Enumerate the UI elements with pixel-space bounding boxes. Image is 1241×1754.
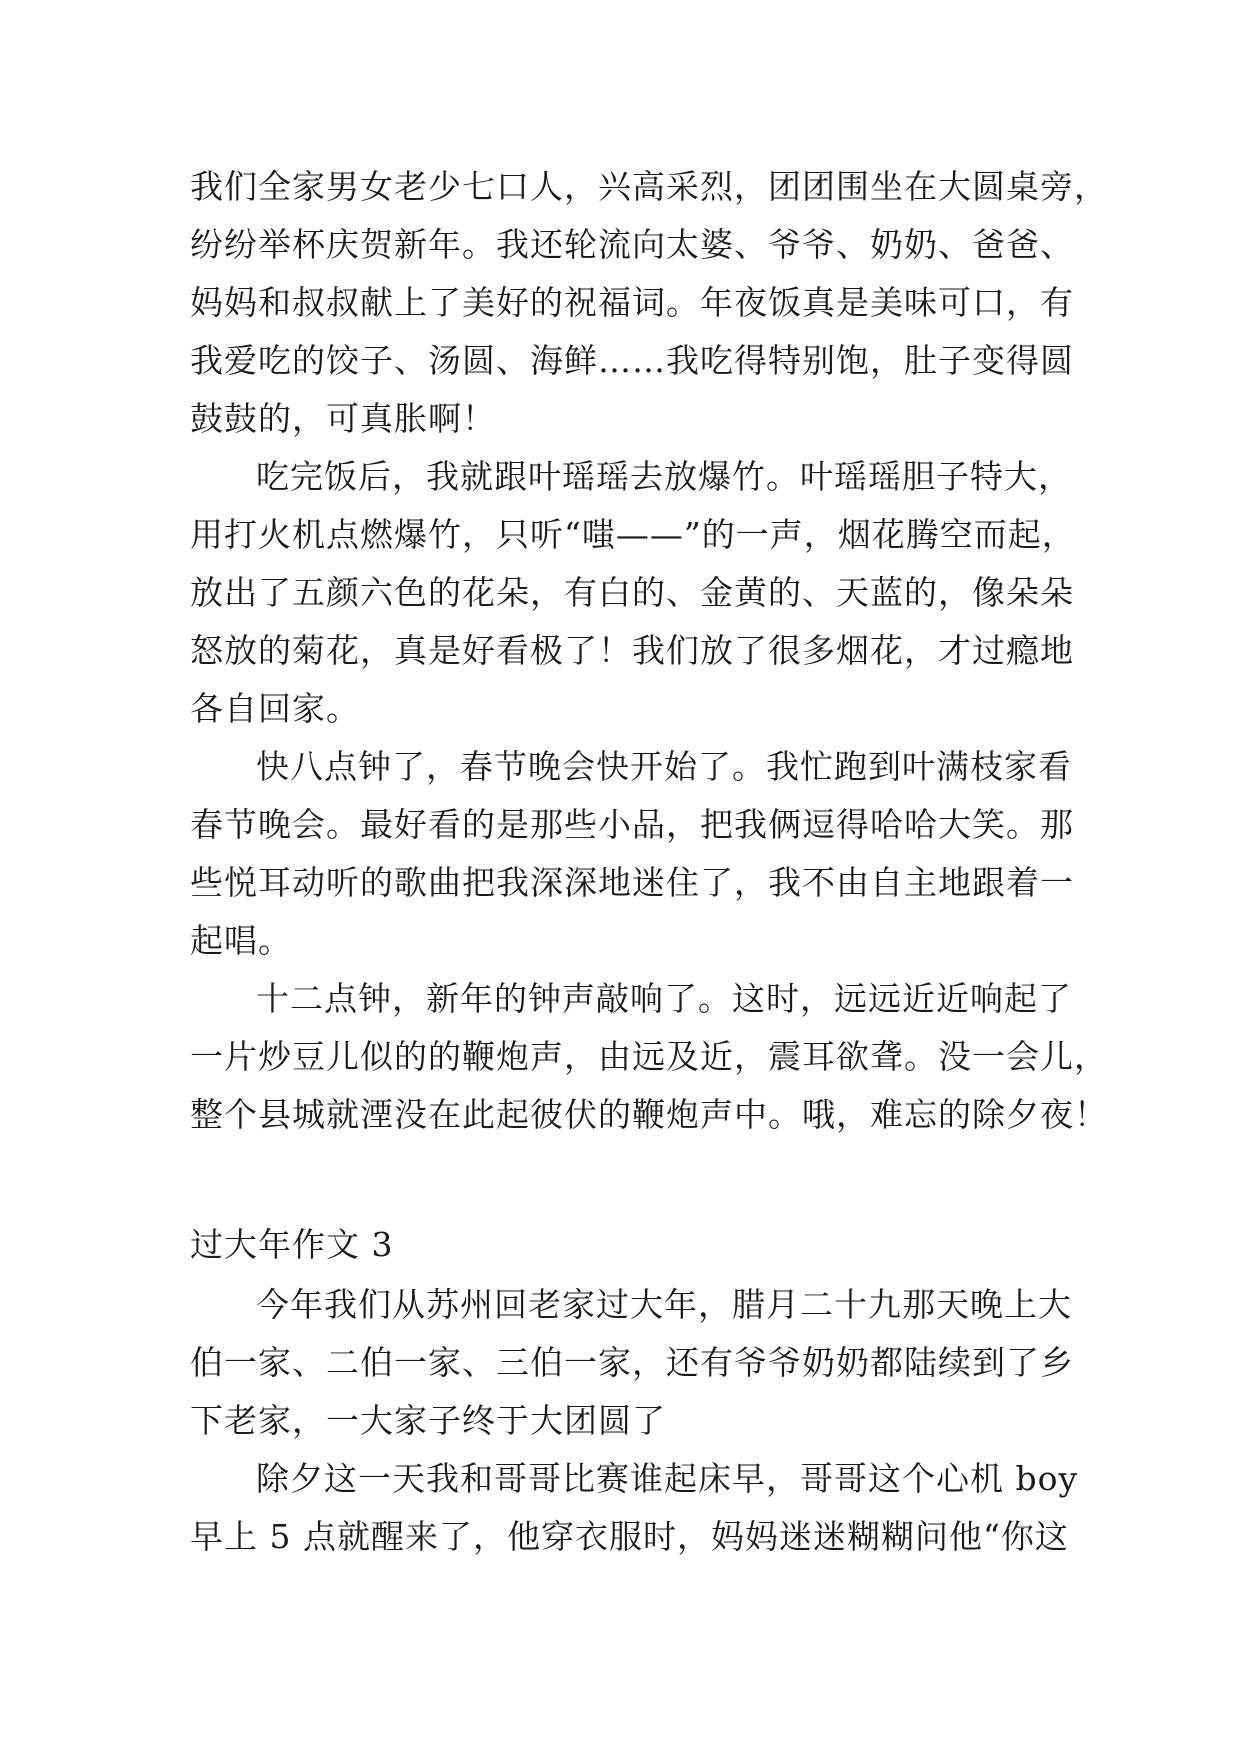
text-line: 怒放的菊花，真是好看极了！我们放了很多烟花，才过瘾地 [190, 631, 1074, 670]
paragraph [190, 1450, 1079, 1566]
text-line: 各自回家。 [190, 689, 360, 728]
text-line: 些悦耳动听的歌曲把我深深地迷住了，我不由自主地跟着一 [190, 863, 1074, 902]
text-line: 春节晚会。最好看的是那些小品，把我俩逗得哈哈大笑。那 [190, 805, 1074, 844]
section-heading: 过大年作文 3 [190, 1225, 394, 1264]
text-line: 伯一家、二伯一家、三伯一家，还有爷爷奶奶都陆续到了乡 [190, 1343, 1074, 1382]
text-line: 今年我们从苏州回老家过大年，腊月二十九那天晚上大 [256, 1285, 1072, 1324]
text-line: 快八点钟了，春节晚会快开始了。我忙跑到叶满枝家看 [256, 747, 1072, 786]
paragraph [190, 1276, 1074, 1450]
text-line: 一片炒豆儿似的的鞭炮声，由远及近，震耳欲聋。没一会儿， [190, 1037, 1108, 1076]
text-line: 整个县城就湮没在此起彼伏的鞭炮声中。哦，难忘的除夕夜！ [190, 1095, 1108, 1134]
text-line: 起唱。 [190, 921, 292, 960]
text-line: 我们全家男女老少七口人，兴高采烈，团团围坐在大圆桌旁， [190, 167, 1108, 206]
paragraph [190, 448, 1076, 738]
paragraph [190, 970, 1108, 1144]
paragraph [190, 738, 1074, 970]
paragraph [190, 158, 1108, 448]
text-line: 除夕这一天我和哥哥比赛谁起床早，哥哥这个心机 boy [256, 1459, 1079, 1498]
text-line: 妈妈和叔叔献上了美好的祝福词。年夜饭真是美味可口，有 [190, 283, 1074, 322]
document-body [190, 158, 1108, 1566]
text-line: 吃完饭后，我就跟叶瑶瑶去放爆竹。叶瑶瑶胆子特大， [256, 457, 1072, 496]
text-line: 纷纷举杯庆贺新年。我还轮流向太婆、爷爷、奶奶、爸爸、 [190, 225, 1074, 264]
text-line: 放出了五颜六色的花朵，有白的、金黄的、天蓝的，像朵朵 [190, 573, 1074, 612]
text-line: 十二点钟，新年的钟声敲响了。这时，远远近近响起了 [256, 979, 1072, 1018]
text-line: 鼓鼓的，可真胀啊！ [190, 399, 496, 438]
section-spacer [190, 1144, 1060, 1214]
text-line: 早上 5 点就醒来了，他穿衣服时，妈妈迷迷糊糊问他“你这 [190, 1517, 1069, 1556]
text-line: 我爱吃的饺子、汤圆、海鲜……我吃得特别饱，肚子变得圆 [190, 341, 1074, 380]
text-line: 下老家，一大家子终于大团圆了 [190, 1401, 666, 1440]
text-line: 用打火机点燃爆竹，只听“嗤——”的一声，烟花腾空而起， [190, 515, 1076, 554]
